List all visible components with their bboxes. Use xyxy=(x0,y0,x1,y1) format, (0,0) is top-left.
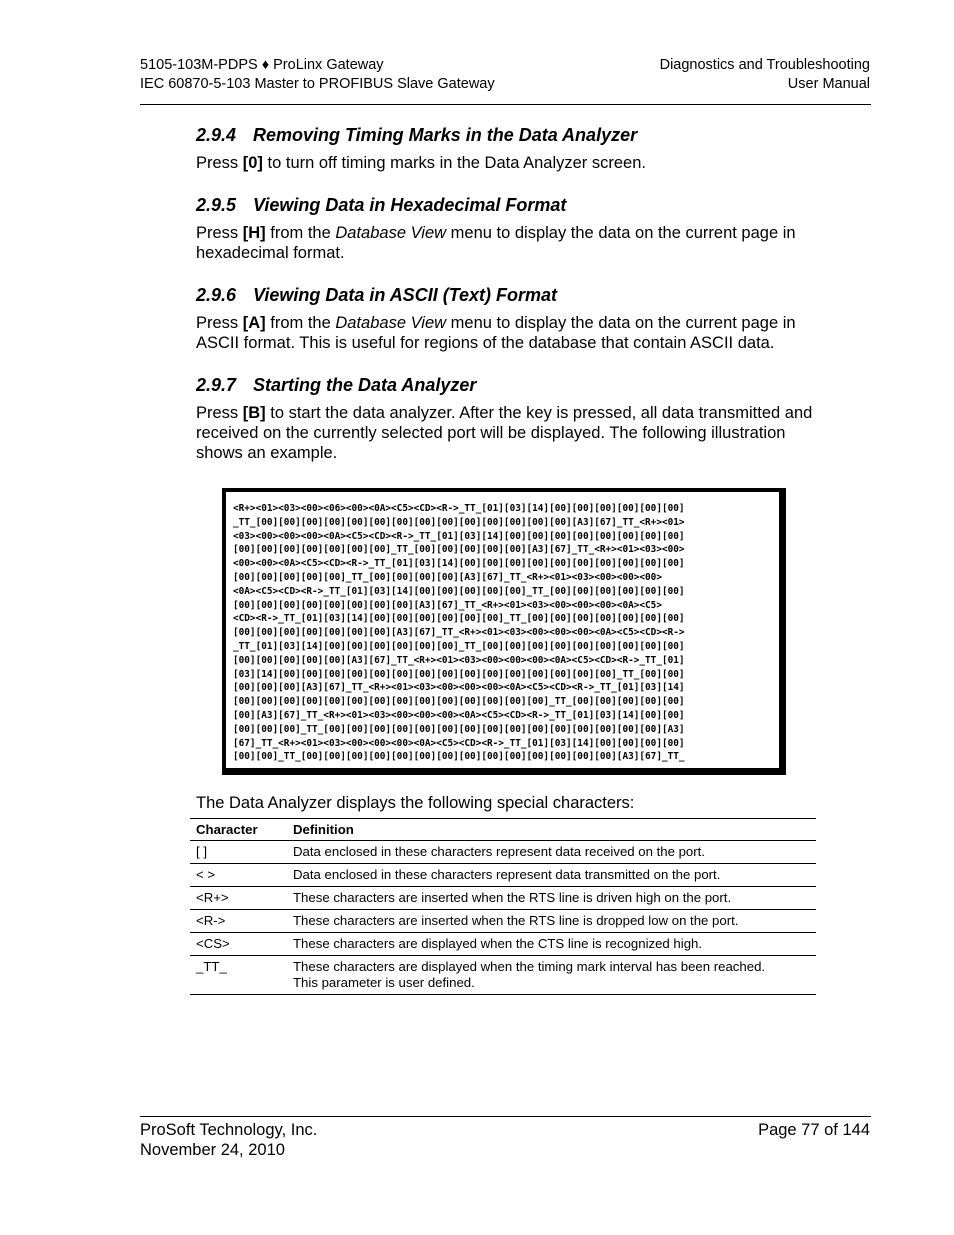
para-text: to start the data analyzer. After the key is pressed, all data transmitted and received on the currently selected port will be displayed. The following illustration shows an example. xyxy=(196,404,813,462)
section-2-9-7 xyxy=(196,374,816,463)
header-chapter: Diagnostics and Troubleshooting xyxy=(659,57,870,73)
section-heading xyxy=(196,284,816,306)
section-number: 2.9.4 xyxy=(196,125,237,145)
cell-character: < > xyxy=(190,864,287,887)
section-paragraph xyxy=(196,223,816,263)
cell-character: <CS> xyxy=(190,933,287,956)
terminal-line: <R+><01><03><00><06><00><0A><C5><CD><R->_TT_[01][03][14][00][00][00][00][00][00] xyxy=(233,503,685,514)
key-label: [A] xyxy=(242,314,266,332)
table-row xyxy=(190,910,816,933)
key-label: [0] xyxy=(242,154,263,172)
header-product: 5105-103M-PDPS ♦ ProLinx Gateway xyxy=(140,57,384,73)
para-text: Press xyxy=(196,224,243,242)
menu-name: Database View xyxy=(335,224,447,242)
cell-definition xyxy=(287,956,816,995)
section-paragraph xyxy=(196,403,816,463)
section-heading xyxy=(196,374,816,396)
column-header-definition: Definition xyxy=(287,819,816,841)
cell-definition: These characters are displayed when the CTS line is recognized high. xyxy=(287,933,816,956)
cell-character: _TT_ xyxy=(190,956,287,995)
terminal-line: <03><00><00><00><0A><C5><CD><R->_TT_[01][03][14][00][00][00][00][00][00][00][00] xyxy=(233,530,685,542)
footer-date: November 24, 2010 xyxy=(140,1141,285,1159)
cell-character: <R+> xyxy=(190,887,287,910)
table-row xyxy=(190,841,816,864)
cell-character: [ ] xyxy=(190,841,287,864)
section-number: 2.9.5 xyxy=(196,195,237,215)
terminal-line: [00][00][00][A3][67]_TT_<R+><01><03><00><00><00><0A><C5><CD><R->_TT_[01][03][14] xyxy=(233,682,685,694)
section-number: 2.9.7 xyxy=(196,375,237,395)
menu-name: Database View xyxy=(335,314,447,332)
header-left xyxy=(140,56,495,94)
terminal-line: [00][00][00][00][00]_TT_[00][00][00][00][A3][67]_TT_<R+><01><03><00><00><00> xyxy=(233,571,662,583)
cell-definition: These characters are inserted when the RTS line is driven high on the port. xyxy=(287,887,816,910)
section-title: Starting the Data Analyzer xyxy=(253,375,477,395)
terminal-line: _TT_[00][00][00][00][00][00][00][00][00][00][00][00][00][00][A3][67]_TT_<R+><01> xyxy=(233,516,685,528)
terminal-line: <0A><C5><CD><R->_TT_[01][03][14][00][00][00][00][00]_TT_[00][00][00][00][00][00] xyxy=(233,585,685,597)
section-title: Viewing Data in Hexadecimal Format xyxy=(253,195,567,215)
page-content xyxy=(196,124,816,995)
key-label: [B] xyxy=(242,404,266,422)
para-text: from the xyxy=(265,224,336,242)
section-paragraph xyxy=(196,313,816,353)
terminal-line: _TT_[01][03][14][00][00][00][00][00][00]_TT_[00][00][00][00][00][00][00][00][00] xyxy=(233,640,685,652)
data-analyzer-screenshot xyxy=(222,488,786,775)
para-text: Press xyxy=(196,314,243,332)
section-heading xyxy=(196,124,816,146)
header-right xyxy=(660,56,870,94)
header-subtitle: IEC 60870-5-103 Master to PROFIBUS Slave Gateway xyxy=(140,76,495,92)
section-title: Removing Timing Marks in the Data Analyzer xyxy=(253,125,638,145)
table-caption: The Data Analyzer displays the following special characters: xyxy=(196,794,635,812)
terminal-line: <00><00><0A><C5><CD><R->_TT_[01][03][14][00][00][00][00][00][00][00][00][00][00] xyxy=(233,558,685,570)
terminal-line: [00][00]_TT_[00][00][00][00][00][00][00][00][00][00][00][00][00][00][A3][67]_TT_ xyxy=(233,751,685,763)
terminal-line: [67]_TT_<R+><01><03><00><00><00><0A><C5><CD><R->_TT_[01][03][14][00][00][00][00] xyxy=(233,737,685,749)
data-analyzer-output xyxy=(226,492,779,768)
para-text: to turn off timing marks in the Data Analyzer screen. xyxy=(262,154,646,172)
para-text: Press xyxy=(196,404,243,422)
table-row xyxy=(190,956,816,995)
section-heading xyxy=(196,194,816,216)
section-paragraph xyxy=(196,153,816,173)
header-divider xyxy=(140,104,871,105)
para-text: from the xyxy=(265,314,336,332)
cell-definition: Data enclosed in these characters represent data received on the port. xyxy=(287,841,816,864)
terminal-line: [00][00][00]_TT_[00][00][00][00][00][00][00][00][00][00][00][00][00][00][00][A3] xyxy=(233,723,685,735)
footer-divider xyxy=(140,1116,871,1117)
cell-definition: Data enclosed in these characters represent data transmitted on the port. xyxy=(287,864,816,887)
terminal-line: <CD><R->_TT_[01][03][14][00][00][00][00][00][00]_TT_[00][00][00][00][00][00][00] xyxy=(233,613,685,625)
footer-company: ProSoft Technology, Inc. xyxy=(140,1121,318,1139)
cell-definition-line: This parameter is user defined. xyxy=(293,975,475,990)
key-label: [H] xyxy=(242,224,266,242)
section-number: 2.9.6 xyxy=(196,285,237,305)
column-header-character: Character xyxy=(190,819,287,841)
section-title: Viewing Data in ASCII (Text) Format xyxy=(253,285,558,305)
para-text: Press xyxy=(196,154,243,172)
table-row xyxy=(190,887,816,910)
page-number: Page 77 of 144 xyxy=(758,1121,870,1139)
table-row xyxy=(190,864,816,887)
header-doc-type: User Manual xyxy=(787,76,870,92)
terminal-line: [00][00][00][00][00][00][00]_TT_[00][00][00][00][00][A3][67]_TT_<R+><01><03><00> xyxy=(233,544,685,556)
terminal-line: [00][A3][67]_TT_<R+><01><03><00><00><00><0A><C5><CD><R->_TT_[01][03][14][00][00] xyxy=(233,709,685,721)
footer-left xyxy=(140,1120,317,1160)
special-characters-table xyxy=(190,818,816,995)
terminal-line: [00][00][00][00][00][00][00][00][A3][67]_TT_<R+><01><03><00><00><00><0A><C5> xyxy=(233,599,662,611)
cell-definition: These characters are inserted when the RTS line is dropped low on the port. xyxy=(287,910,816,933)
section-2-9-6 xyxy=(196,284,816,353)
terminal-line: [03][14][00][00][00][00][00][00][00][00][00][00][00][00][00][00][00]_TT_[00][00] xyxy=(233,668,685,680)
terminal-line: [00][00][00][00][00][00][00][A3][67]_TT_<R+><01><03><00><00><00><0A><C5><CD><R-> xyxy=(233,627,685,639)
para-text: menu to display the data on the current page in ASCII format. This is useful for regions of the database that contain ASCII data. xyxy=(196,314,796,352)
table-row xyxy=(190,933,816,956)
terminal-line: [00][00][00][00][00][A3][67]_TT_<R+><01><03><00><00><00><0A><C5><CD><R->_TT_[01] xyxy=(233,654,685,666)
cell-definition-line: These characters are displayed when the timing mark interval has been reached. xyxy=(293,959,766,974)
table-header-row xyxy=(190,819,816,841)
cell-character: <R-> xyxy=(190,910,287,933)
section-2-9-5 xyxy=(196,194,816,263)
para-text: menu to display the data on the current page in hexadecimal format. xyxy=(196,224,796,262)
section-2-9-4 xyxy=(196,124,816,173)
terminal-line: [00][00][00][00][00][00][00][00][00][00][00][00][00][00]_TT_[00][00][00][00][00] xyxy=(233,696,685,708)
